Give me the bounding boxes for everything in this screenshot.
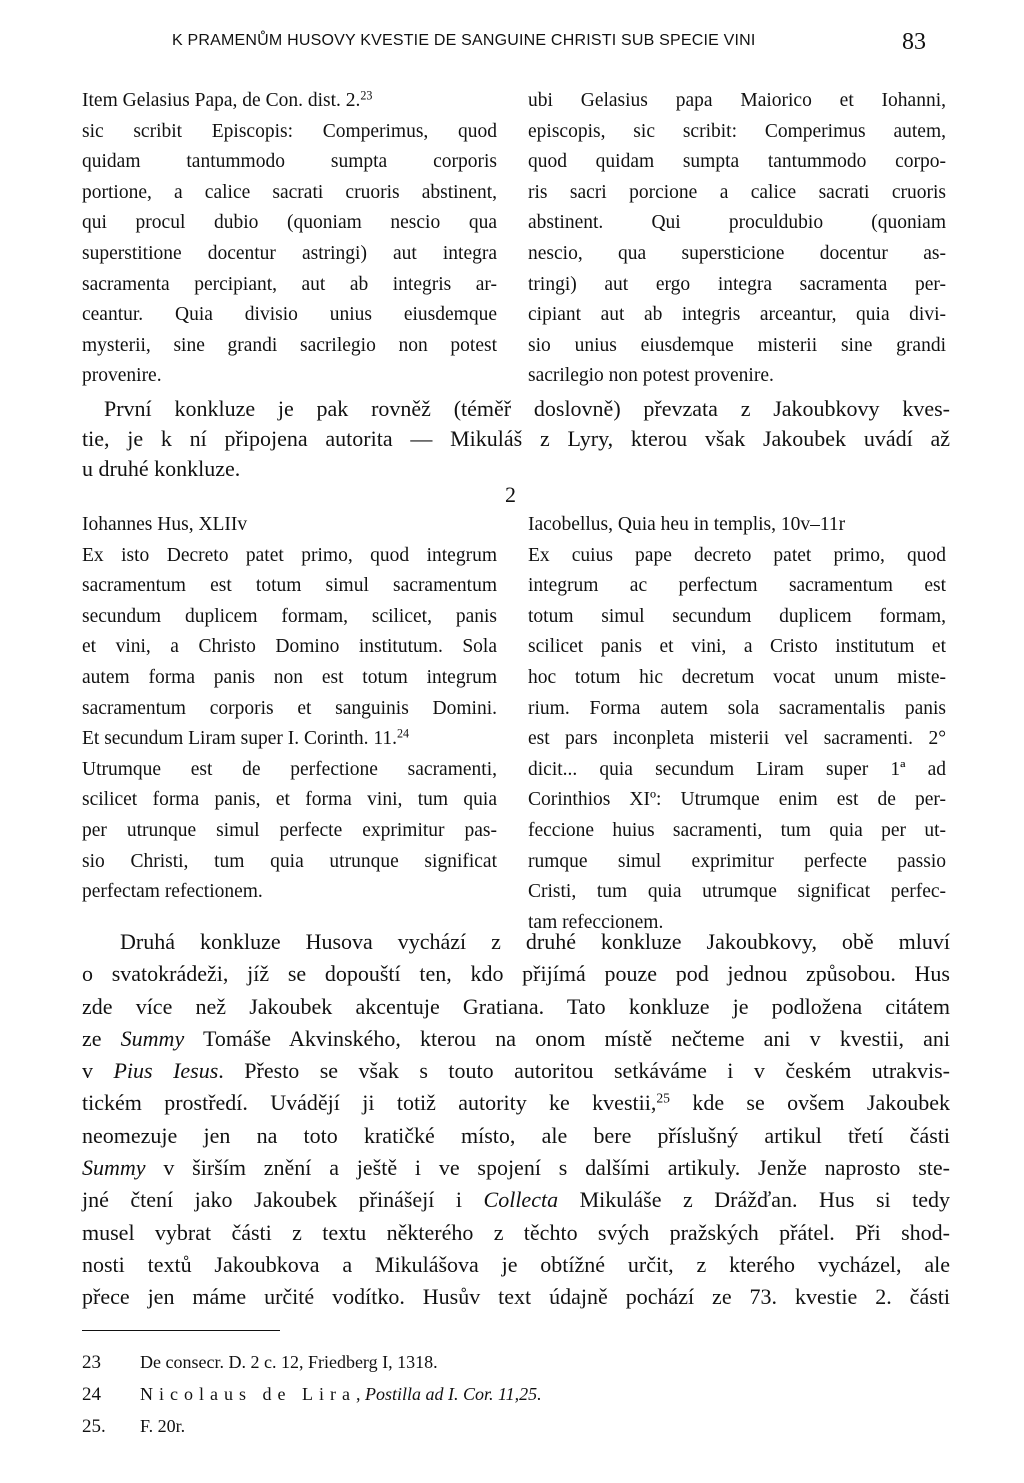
paragraph-1 [82,394,950,484]
text-line: Ex cuius pape decreto patet primo, quod [528,544,946,566]
text-line: nosti textů Jakoubkova a Mikulášova je obtížné určit, z kterého vycházel, ale [82,1251,950,1277]
text-line: dicit... quia secundum Liram super 1ª ad [528,758,946,780]
text-line: tam refeccionem. [528,911,664,933]
text-line: Ex isto Decreto patet primo, quod integrum [82,544,497,566]
text-line: Utrumque est de perfectione sacramenti, [82,758,497,780]
footnote-ref: 24 [397,726,410,741]
text-line: Druhá konkluze Husova vychází z druhé konkluze Jakoubkovy, obě mluví [120,929,950,954]
footnote-text: De consecr. D. 2 c. 12, Friedberg I, 1318. [140,1352,438,1372]
running-title: K PRAMENŮM HUSOVY KVESTIE DE SANGUINE CHRISTI SUB SPECIE VINI [172,32,756,49]
italic-title: Summy [120,1025,185,1051]
text-line: et vini, a Christo Domino institutum. Sola [82,636,497,658]
footnote-text: F. 20r. [140,1416,186,1436]
text-line: přece jen máme určité vodítko. Husův text údajně pochází ze 73. kvestie 2. části [82,1284,950,1310]
text-line: scilicet forma panis, et forma vini, tum quia [82,789,497,811]
footnote-23 [82,1352,438,1374]
text-line: ubi Gelasius papa Maiorico et Iohanni, [528,90,946,111]
text-line: jné čtení jako Jakoubek přinášejí i Collecta Mikuláše z Drážďan. Hus si tedy [82,1187,951,1213]
footnote-ref: 25 [656,1090,670,1106]
block1-left-column [82,86,497,392]
text-line: integrum ac perfectum sacramentum est [528,575,946,597]
text-line: mysterii, sine grandi sacrilegio non potest [82,334,497,356]
text-line: feccione huius sacramenti, tum quia per ut- [528,819,946,841]
text-line: episcopis, sic scribit: Comperimus autem, [528,120,946,142]
footnote-ref: 23 [360,88,373,103]
footnote-number: 23 [82,1352,101,1373]
text-line: Summy v širším znění a ještě i ve spojení s dalšími artikuly. Jenže naprosto ste- [82,1155,950,1181]
text-line: o svatokrádeži, jíž se dopouští ten, kdo přijímá pouze pod jednou způsobou. Hus [82,961,950,987]
text-line: ze Summy Tomáše Akvinského, kterou na onom místě nečteme ani v kvestii, ani [82,1025,951,1051]
footnote-25 [82,1416,185,1438]
text-line: scilicet panis et vini, a Cristo institutum et [528,636,946,658]
text-line: rium. Forma autem sola sacramentalis panis [528,697,946,719]
text-line: neomezuje jen na toto kratičké místo, ale bere příslušný artikul třetí části [82,1122,950,1148]
text-line: ris sacri porcione a calice sacrati cruoris [528,181,946,203]
block2-left-column [82,510,497,908]
text-line: secundum duplicem formam, scilicet, panis [82,605,497,627]
text-line: musel vybrat části z textu některého z těchto svých pražských přátel. Při shod- [82,1219,950,1245]
text-line: quod quidam sumpta tantummodo corpo- [528,151,946,173]
text-line: ceantur. Quia divisio unius eiusdemque [82,304,497,326]
text-line: u druhé konkluze. [82,456,241,481]
text-line: totum simul secundum duplicem formam, [528,605,946,627]
text-line: portione, a calice sacrati cruoris abstinent, [82,181,497,203]
text-line: Corinthios XIº: Utrumque enim est de per- [528,789,946,811]
footnote-number: 25. [82,1416,106,1437]
text-line: tringi) aut ergo integra sacramenta per- [528,273,946,295]
section-number: 2 [505,482,516,507]
text-line: cipiant aut ab integris arceantur, quia divi- [528,304,946,326]
italic-title: Collecta [483,1187,559,1213]
text-line: tie, je k ní připojena autorita — Mikuláš z Lyry, kterou však Jakoubek uvádí až [82,426,950,451]
text-line: sio unius eiusdemque misterii sine grandi [528,334,946,356]
text-line: perfectam refectionem. [82,881,263,903]
italic-title: Summy [82,1155,146,1181]
block1-right-column [528,86,946,392]
text-line: provenire. [82,365,162,387]
column-heading: Iohannes Hus, XLIIv [82,514,248,535]
footnote-divider [82,1330,280,1331]
text-line: v Pius Iesus. Přesto se však s touto autoritou setkáváme i v českém utrakvis- [82,1058,951,1084]
footnote-24: 24 Nicolaus de Lira, Postilla ad I. Cor. 11,25. [82,1384,542,1405]
text-line: abstinent. Qui proculdubio (quoniam [528,212,946,234]
text-line: qui procul dubio (quoniam nescio qua [82,212,497,234]
column-heading: Iacobellus, Quia heu in templis, 10v–11r [528,514,846,535]
text-line: sio Christi, tum quia utrunque significat [82,850,497,872]
text-line: První konkluze je pak rovněž (téměř doslovně) převzata z Jakoubkovy kves- [104,396,950,421]
italic-title: Pius Iesus [113,1058,219,1084]
text-line: per utrunque simul perfecte exprimitur pas- [82,819,497,841]
paragraph-2 [82,926,950,1314]
text-line: autem forma panis non est totum integrum [82,666,497,688]
text-line: quidam tantummodo sumpta corporis [82,151,497,173]
text-line: zde více než Jakoubek akcentuje Gratiana. Tato konkluze je podložena citátem [82,993,950,1019]
text-line: superstitione docentur astringi) aut integra [82,242,497,264]
text-line: tickém prostředí. Uvádějí ji totiž autority ke kvestii,$^{25}$ kde se ovšem Jakoubek [82,1090,950,1116]
text-line: Et secundum Liram super I. Corinth. 11.24 [82,726,410,750]
text-line: est pars inconpleta misterii vel sacramenti. 2° [528,728,946,750]
text-line: rumque simul exprimitur perfecte passio [528,850,946,872]
text-line: sacrilegio non potest provenire. [528,365,774,387]
text-line: sacramenta percipiant, aut ab integris ar- [82,273,497,295]
text-line: sic scribit Episcopis: Comperimus, quod [82,120,497,142]
page-number: 83 [902,29,926,55]
footnote-title: Postilla ad I. Cor. 11,25. [364,1384,542,1404]
footnote-number: 24 [82,1384,101,1405]
text-line: hoc totum hic decretum vocat unum miste- [528,666,946,688]
text-line: sacramentum est totum simul sacramentum [82,575,497,597]
block2-right-column [528,510,946,938]
text-line: sacramentum corporis et sanguinis Domini. [82,697,497,719]
text-line: nescio, qua supersticione docentur as- [528,242,946,264]
footnote-author: Nicolaus de Lira [140,1384,356,1404]
text-line: Item Gelasius Papa, de Con. dist. 2.23 [82,88,373,111]
text-line: Cristi, tum quia utrumque significat perfec- [528,881,946,903]
